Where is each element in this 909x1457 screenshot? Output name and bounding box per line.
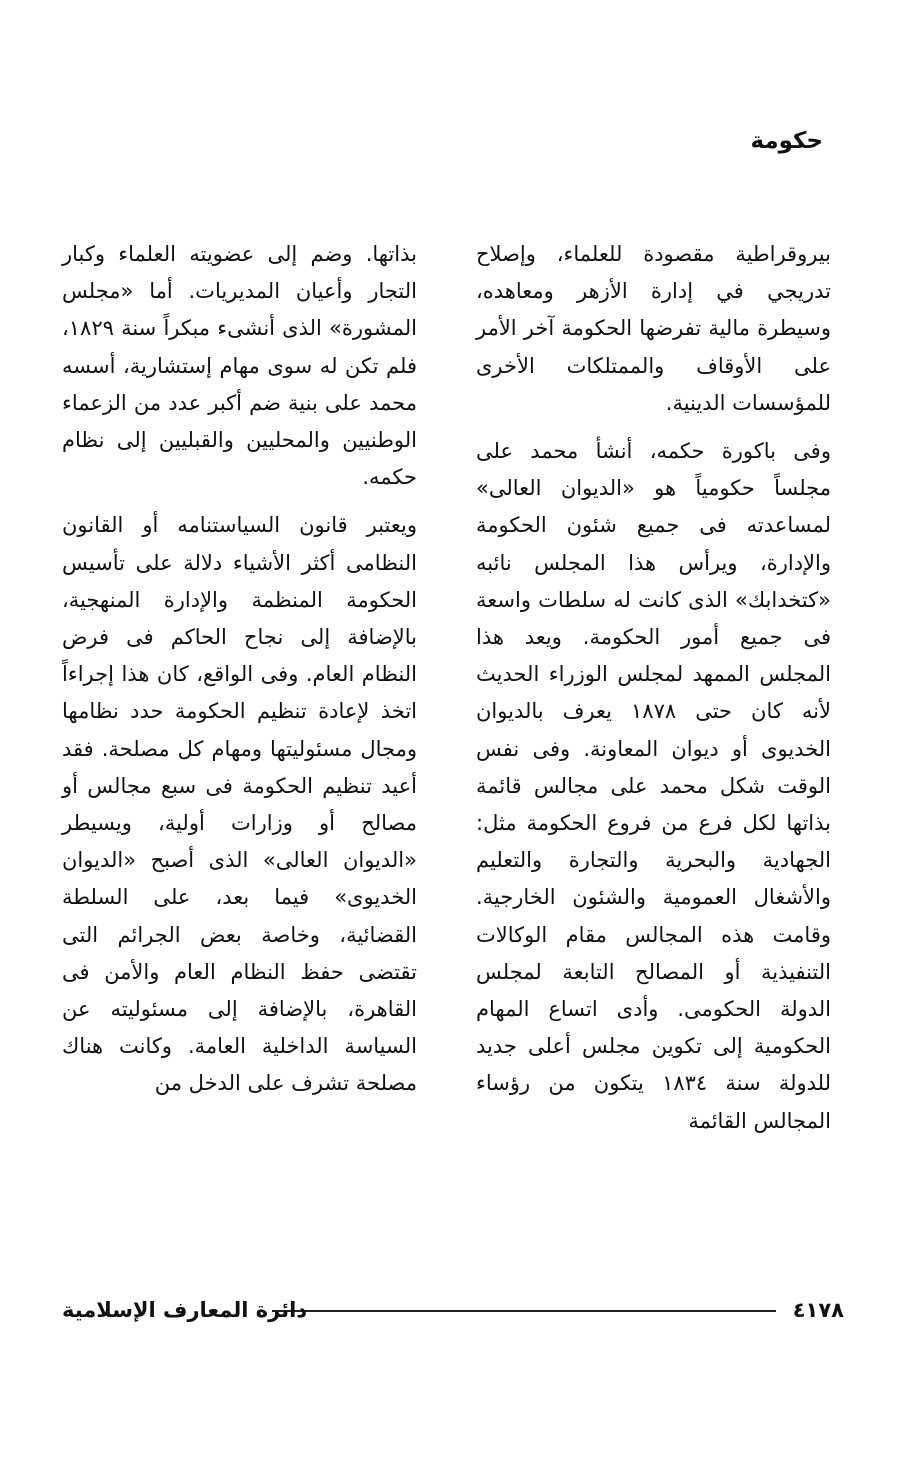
paragraph: بيروقراطية مقصودة للعلماء، وإصلاح تدريجي في إدارة الأزهر ومعاهده، وسيطرة مالية تفرضها الحكومة آخر الأمر على الأوقاف والممتلكات الأخرى للمؤسسات الدينية.	[476, 242, 831, 415]
text-column-left	[62, 236, 417, 1103]
paragraph: ويعتبر قانون السياستنامه أو القانون النظامى أكثر الأشياء دلالة على تأسيس الحكومة المنظمة والإدارة المنهجية، بالإضافة إلى نجاح الحاكم فى فرض النظام العام. وفى الواقع، كان هذا إجراءاً اتخذ لإعادة تنظيم الحكومة حدد نظامها ومجال مسئوليتها ومهام كل مصلحة. فقد أعيد تنظيم الحكومة فى سبع مجالس أو مصالح أو وزارات أولية، ويسيطر «الديوان العالى» الذى أصبح «الديوان الخديوى» فيما بعد، على السلطة القضائية، وخاصة بعض الجرائم التى تقتضى حفظ النظام العام والأمن فى القاهرة، بالإضافة إلى مسئوليته عن السياسة الداخلية العامة. وكانت هناك مصلحة تشرف على الدخل من	[62, 513, 417, 1096]
footer-divider	[272, 1310, 776, 1312]
running-title: حكومة	[750, 128, 823, 154]
publication-title: دائرة المعارف الإسلامية	[62, 1298, 308, 1322]
paragraph: بذاتها. وضم إلى عضويته العلماء وكبار التجار وأعيان المديريات. أما «مجلس المشورة» الذى أنشىء مبكراً سنة ١٨٢٩، فلم تكن له سوى مهام إستشارية، أسسه محمد على بنية ضم أكبر عدد من الزعماء الوطنيين والمحليين والقبليين إلى نظام حكمه.	[62, 242, 417, 490]
page-footer	[62, 1290, 844, 1330]
paragraph: وفى باكورة حكمه، أنشأ محمد على مجلساً حكومياً هو «الديوان العالى» لمساعدته فى جميع شئون الحكومة والإدارة، ويرأس هذا المجلس نائبه «كتخدابك» الذى كانت له سلطات واسعة فى جميع أمور الحكومة. ويعد هذا المجلس الممهد لمجلس الوزراء الحديث لأنه كان حتى ١٨٧٨ يعرف بالديوان الخديوى أو ديوان المعاونة. وفى نفس الوقت شكل محمد على مجالس قائمة بذاتها لكل فرع من فروع الحكومة مثل: الجهادية والبحرية والتجارة والتعليم والأشغال العمومية والشئون الخارجية. وقامت هذه المجالس مقام الوكالات التنفيذية أو المصالح التابعة لمجلس الدولة الحكومى. وأدى اتساع المهام الحكومية إلى تكوين مجلس أعلى جديد للدولة سنة ١٨٣٤ يتكون من رؤساء المجالس القائمة	[476, 439, 831, 1133]
text-column-right	[476, 236, 831, 1140]
page-number: ٤١٧٨	[792, 1298, 844, 1322]
